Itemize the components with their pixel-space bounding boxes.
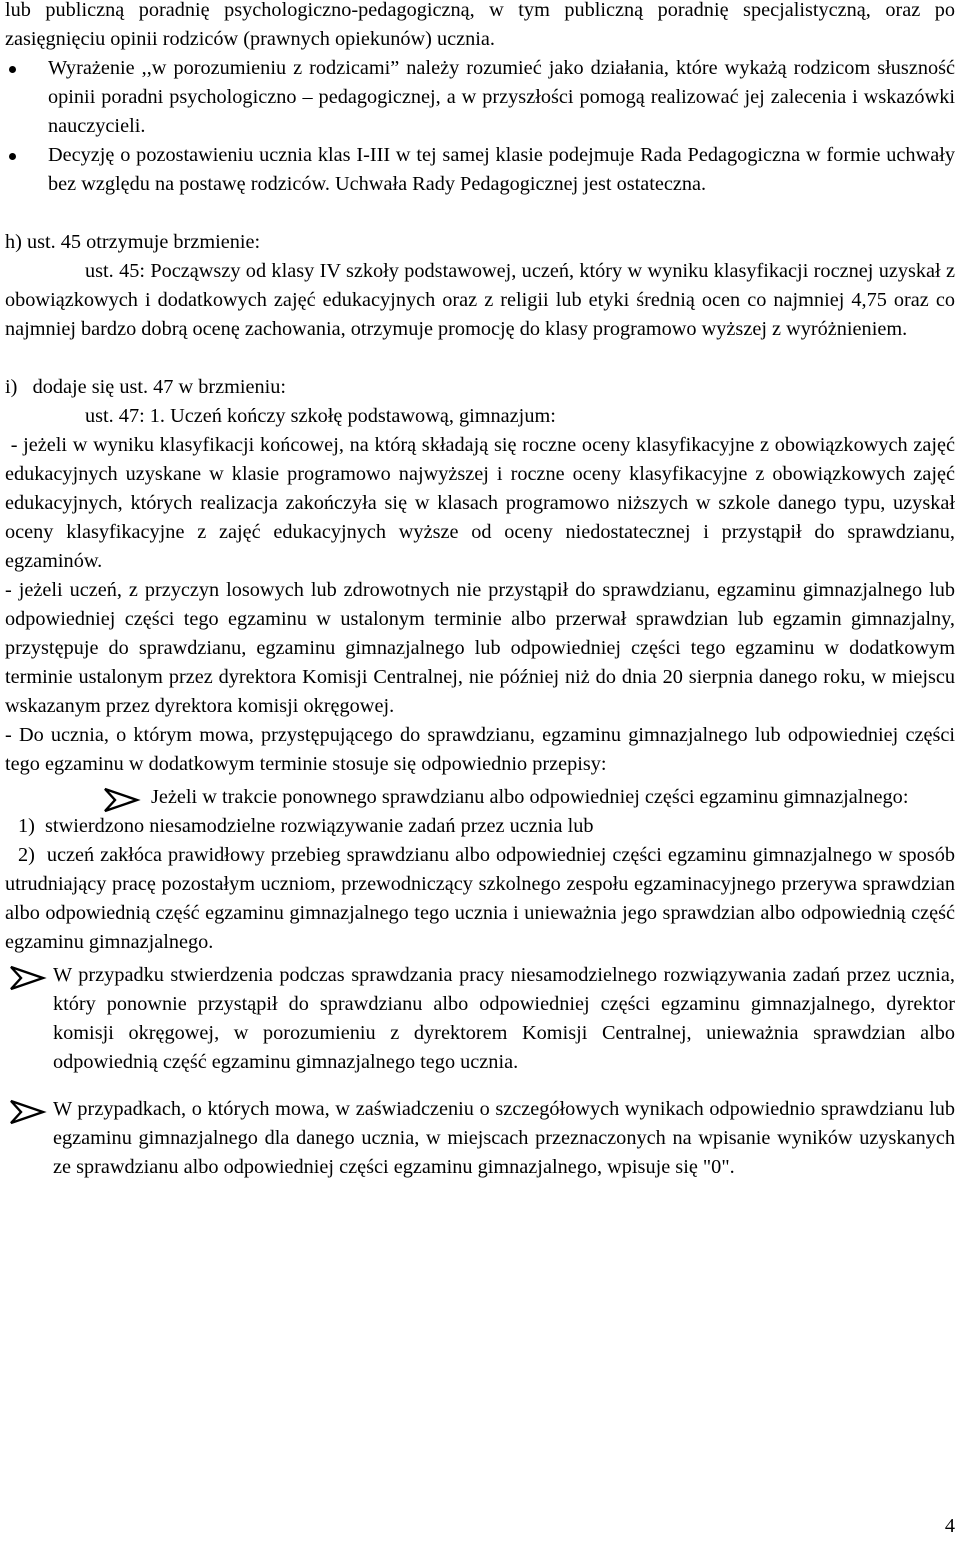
- section-h-lead: ust.: [85, 260, 114, 282]
- bullet-item: [5, 54, 955, 141]
- arrow-text: Jeżeli w trakcie ponownego sprawdzianu albo odpowiedniej części egzaminu gimnazjalnego:: [151, 786, 909, 808]
- arrow-item: [5, 1095, 955, 1182]
- dash-item: - Do ucznia, o którym mowa, przystępującego do sprawdzianu, egzaminu gimnazjalnego lub odpowiedniej części tego egzaminu w dodatkowym terminie stosuje się odpowiednio przepisy:: [5, 724, 955, 775]
- arrow-bullet-icon: [7, 965, 47, 1000]
- dash-item: - jeżeli w wyniku klasyfikacji końcowej, na którą składają się roczne oceny klasyfikacyjne z obowiązkowych zajęć edukacyjnych uzyskane w klasie programowo najwyższej i roczne oceny klasyfikacyjne z obowiązkowych zajęć edukacyjnych, których realizacja zakończyła się w klasach programowo niższych w szkole danego typu, uzyskał oceny klasyfikacyjne z zajęć edukacyjnych wyższe od oceny niedostatecznej i przystąpił do sprawdzianu, egzaminów.: [5, 434, 960, 572]
- arrow-bullet-icon: [101, 787, 141, 822]
- section-i-sub: ust. 47: 1. Uczeń kończy szkołę podstawową, gimnazjum:: [85, 405, 556, 427]
- page-number: 4: [944, 1515, 955, 1537]
- bullet-text: Decyzję o pozostawieniu ucznia klas I-III w tej samej klasie podejmuje Rada Pedagogiczna w formie uchwały bez względu na postawę rodziców. Uchwała Rady Pedagogicznej jest ostateczna.: [48, 144, 955, 195]
- arrow-item: [5, 961, 955, 1077]
- bullet-item: [5, 141, 955, 199]
- bullet-text: Wyrażenie ,,w porozumieniu z rodzicami” należy rozumieć jako działania, które wykażą rodzicom słuszność opinii poradni psychologiczno – pedagogicznej, a w przyszłości pomogą realizować jej zalecenia i wskazówki nauczycieli.: [48, 57, 955, 137]
- arrow-item: [5, 783, 955, 812]
- section-i-heading: i) dodaje się ust. 47 w brzmieniu:: [5, 376, 287, 398]
- dash-item: - jeżeli uczeń, z przyczyn losowych lub zdrowotnych nie przystąpił do sprawdzianu, egzaminu gimnazjalnego lub odpowiedniej części tego egzaminu w ustalonym terminie albo przerwał sprawdzian lub egzamin gimnazjalny, przystępuje do sprawdzianu, egzaminu gimnazjalnego lub odpowiedniej części tego egzaminu w dodatkowym terminie ustalonym przez dyrektora Komisji Centralnej, nie później niż do dnia 20 sierpnia danego roku, w miejscu wskazanym przez dyrektora komisji okręgowej.: [5, 579, 955, 717]
- section-h-text: 45: Począwszy od klasy IV szkoły podstawowej, uczeń, który w wyniku klasyfikacji rocznej uzyskał z obowiązkowych i dodatkowych zajęć edukacyjnych oraz z religii lub etyki średnią ocen co najmniej 4,75 oraz co najmniej bardzo dobrą ocenę zachowania, otrzymuje promocję do klasy programowo wyższej z wyróżnieniem.: [5, 260, 955, 340]
- numbered-item: 1) stwierdzono niesamodzielne rozwiązywanie zadań przez ucznia lub: [18, 815, 594, 837]
- arrow-bullet-icon: [7, 1099, 47, 1134]
- arrow-text: W przypadkach, o których mowa, w zaświadczeniu o szczegółowych wynikach odpowiednio sprawdzianu lub egzaminu gimnazjalnego dla danego ucznia, w miejscach przeznaczonych na wpisanie wyników uzyskanych ze sprawdzianu albo odpowiedniej części egzaminu gimnazjalnego, wpisuje się "0".: [53, 1098, 955, 1178]
- arrow-text: W przypadku stwierdzenia podczas sprawdzania pracy niesamodzielnego rozwiązywania zadań przez ucznia, który ponownie przystąpił do sprawdzianu albo odpowiedniej części egzaminu gimnazjalnego, dyrektor komisji okręgowej, w porozumieniu z dyrektorem Komisji Centralnej, unieważnia sprawdzian albo odpowiednią część egzaminu gimnazjalnego tego ucznia.: [53, 964, 955, 1073]
- section-h-body: [5, 257, 955, 344]
- section-h-heading: h) ust. 45 otrzymuje brzmienie:: [5, 231, 261, 253]
- paragraph-continuation: lub publiczną poradnię psychologiczno-pedagogiczną, w tym publiczną poradnię specjalistyczną, oraz po zasięgnięciu opinii rodziców (prawnych opiekunów) ucznia.: [5, 0, 955, 50]
- numbered-item: 2) uczeń zakłóca prawidłowy przebieg sprawdzianu albo odpowiedniej części egzaminu gimnazjalnego w sposób utrudniający pracę pozostałym uczniom, przewodniczący szkolnego zespołu egzaminacyjnego przerywa sprawdzian albo odpowiednią część egzaminu gimnazjalnego tego ucznia i unieważnia jego sprawdzian albo odpowiednią część egzaminu gimnazjalnego.: [5, 844, 960, 953]
